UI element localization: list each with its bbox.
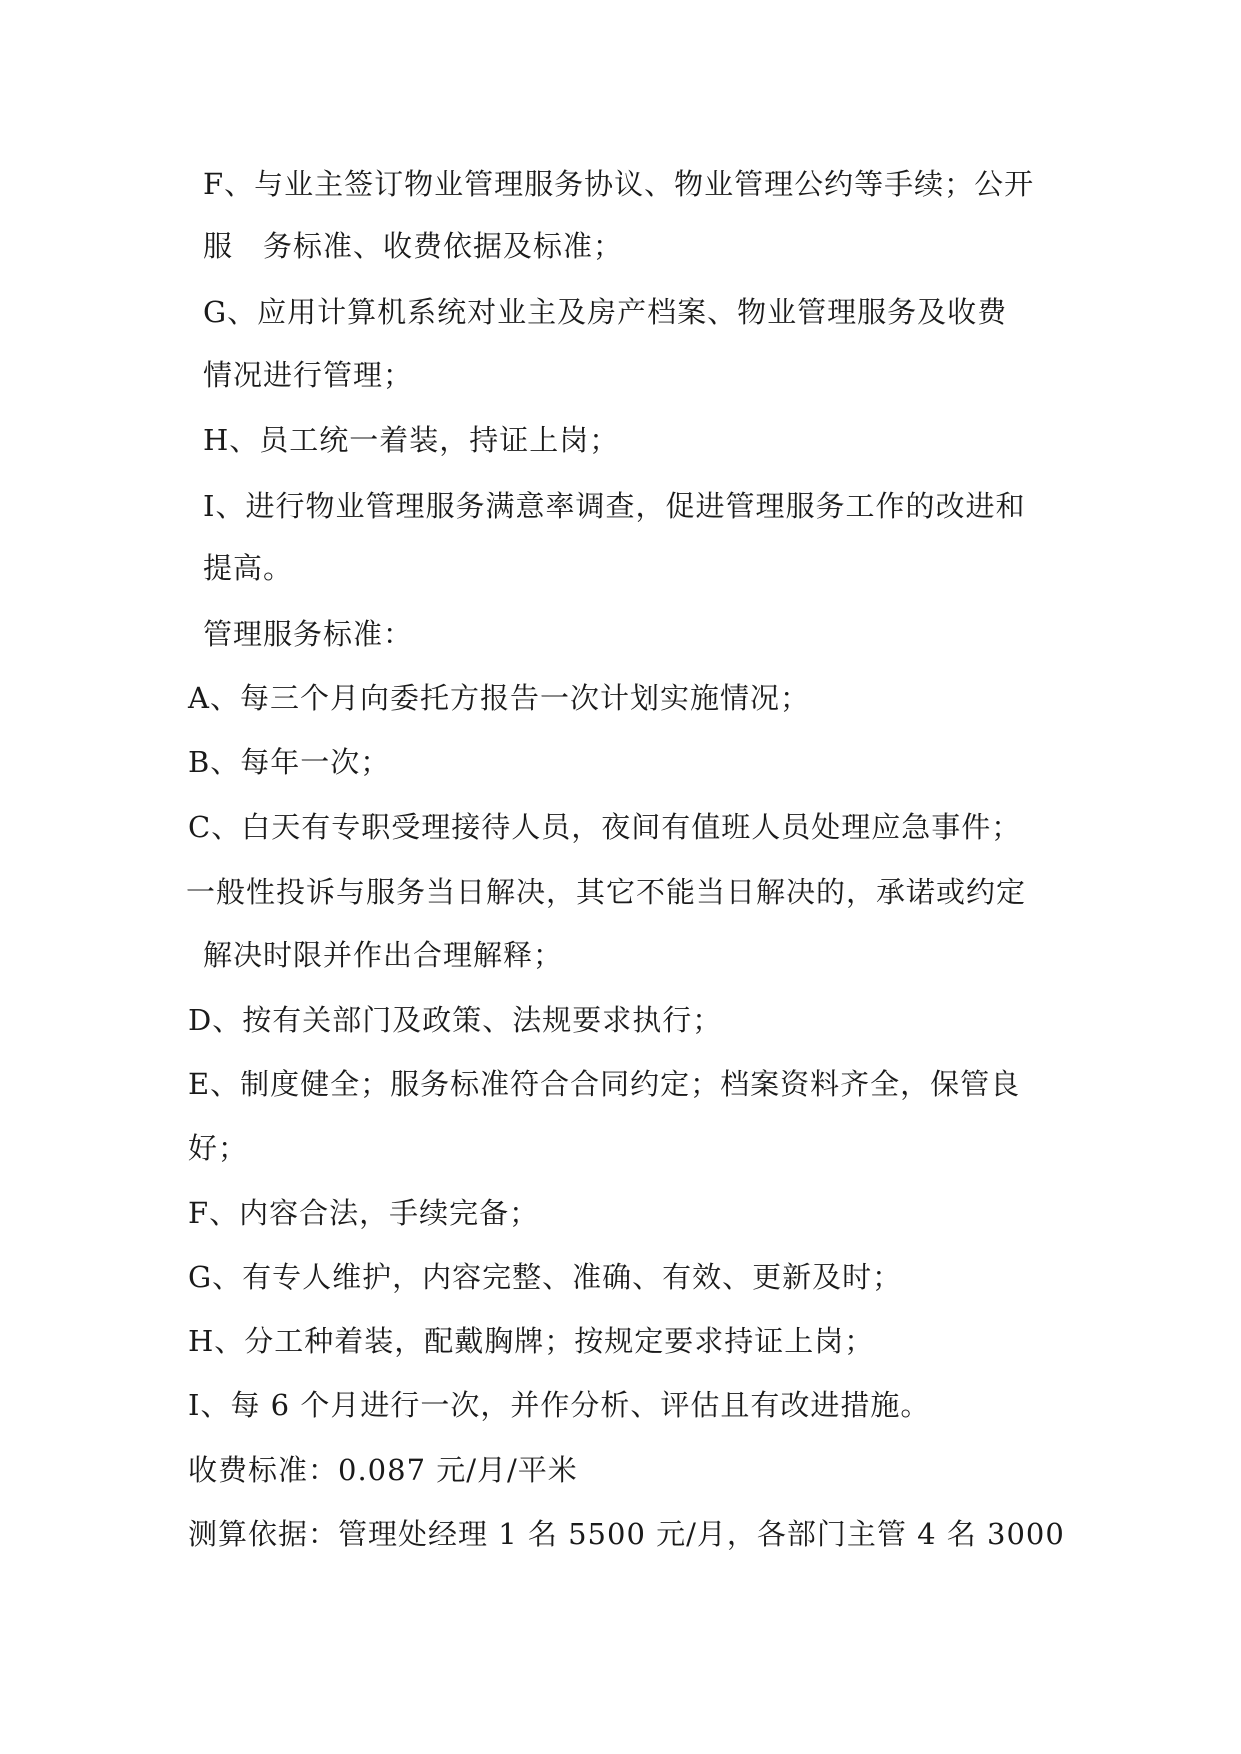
- text-line: 管理服务标准：: [203, 617, 414, 651]
- text-line: G、应用计算机系统对业主及房产档案、物业管理服务及收费: [203, 295, 1008, 329]
- text-line: 提高。: [203, 551, 294, 585]
- text-line: 收费标准：0.087 元/月/平米: [188, 1453, 578, 1487]
- text-line: H、分工种着装，配戴胸牌；按规定要求持证上岗；: [188, 1324, 875, 1358]
- text-line: 服 务标准、收费依据及标准；: [203, 229, 624, 263]
- text-line: 情况进行管理；: [203, 358, 414, 392]
- text-line: C、白天有专职受理接待人员，夜间有值班人员处理应急事件；: [188, 810, 1022, 844]
- text-line: D、按有关部门及政策、法规要求执行；: [188, 1003, 723, 1037]
- text-line: 好；: [188, 1131, 249, 1165]
- text-line: 一般性投诉与服务当日解决，其它不能当日解决的，承诺或约定: [186, 875, 1027, 909]
- text-line: I、每 6 个月进行一次，并作分析、评估且有改进措施。: [188, 1388, 931, 1422]
- text-line: G、有专人维护，内容完整、准确、有效、更新及时；: [188, 1260, 903, 1294]
- text-line: E、制度健全；服务标准符合合同约定；档案资料齐全，保管良: [188, 1067, 1021, 1101]
- text-line: B、每年一次；: [188, 745, 391, 779]
- text-line: F、与业主签订物业管理服务协议、物业管理公约等手续；公开: [203, 167, 1035, 201]
- text-line: F、内容合法，手续完备；: [188, 1196, 540, 1230]
- text-line: A、每三个月向委托方报告一次计划实施情况；: [188, 681, 810, 715]
- text-line: 测算依据：管理处经理 1 名 5500 元/月，各部门主管 4 名 3000: [188, 1517, 1065, 1551]
- text-line: I、进行物业管理服务满意率调查，促进管理服务工作的改进和: [203, 489, 1026, 523]
- text-line: 解决时限并作出合理解释；: [203, 938, 564, 972]
- text-line: H、员工统一着装，持证上岗；: [203, 423, 620, 457]
